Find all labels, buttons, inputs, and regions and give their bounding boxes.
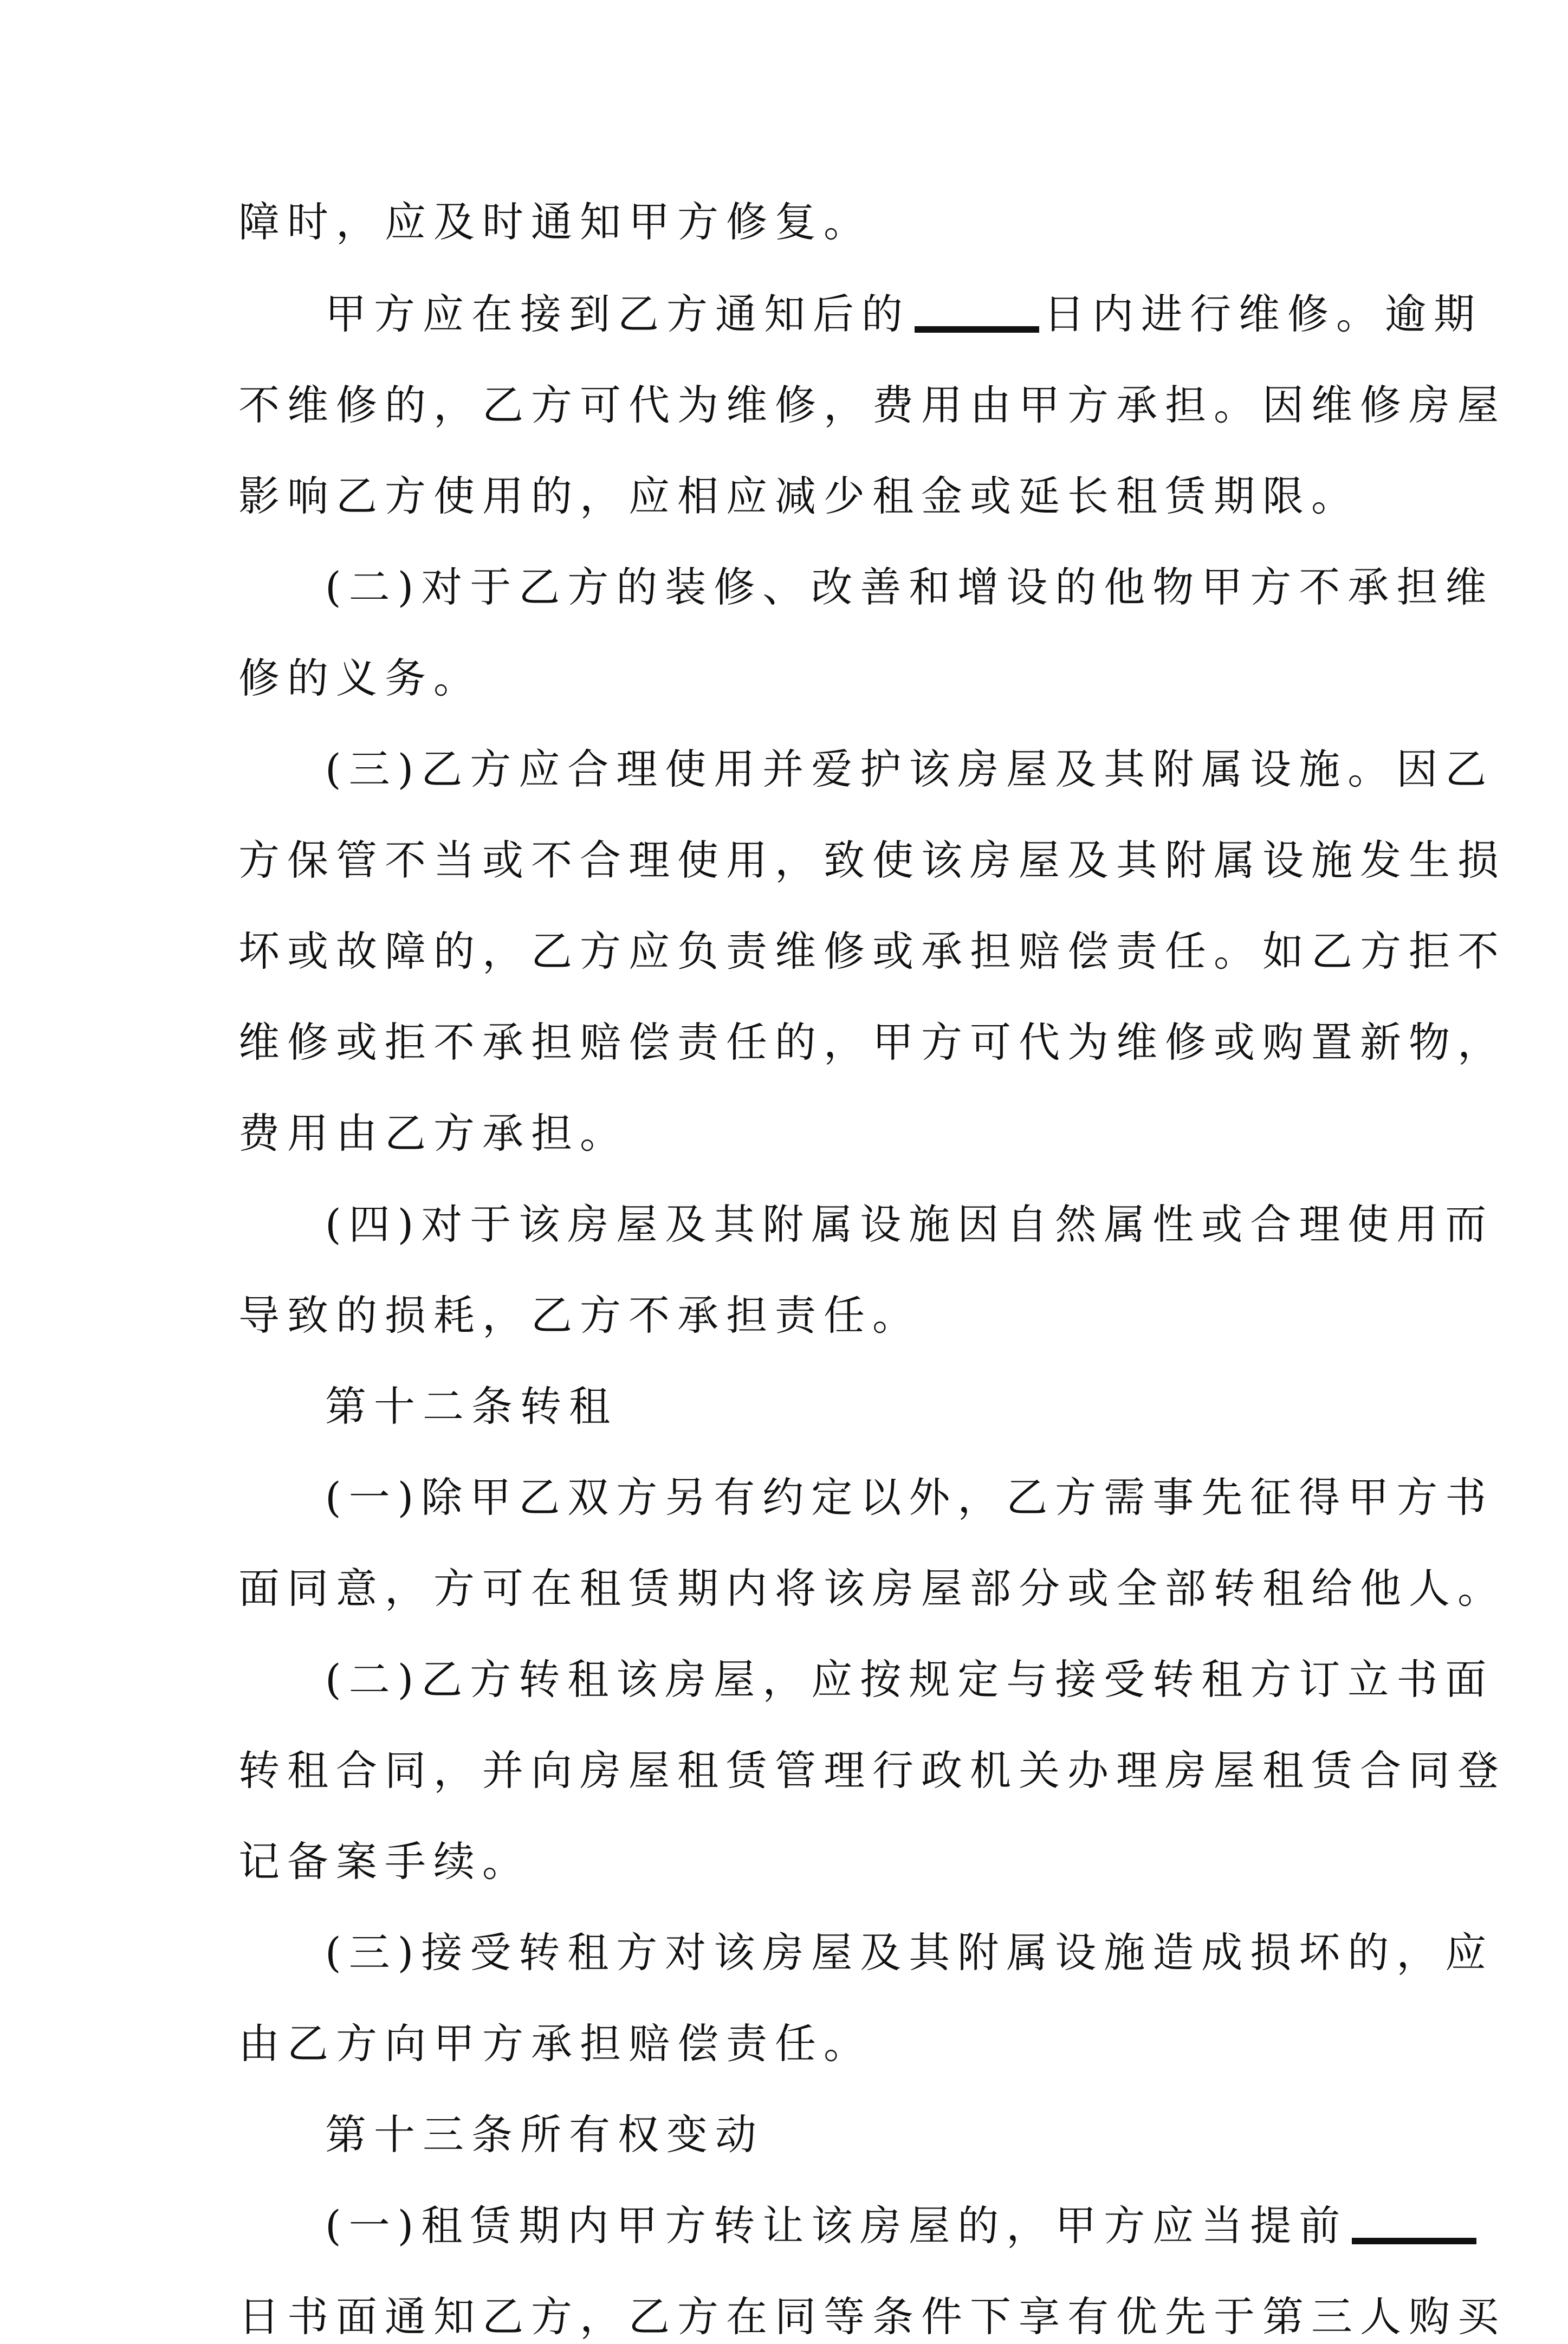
fill-in-blank [1352, 2238, 1476, 2244]
section-heading: 第十二条转租 [325, 1382, 618, 1430]
text-line: 面同意，方可在租赁期内将该房屋部分或全部转租给他人。 [238, 1564, 1506, 1613]
text-segment: 甲方应在接到乙方通知后的 [325, 290, 910, 338]
text-line: 费用由乙方承担。 [238, 1109, 629, 1157]
text-line: 维修或拒不承担赔偿责任的，甲方可代为维修或购置新物， [238, 1018, 1506, 1066]
text-line: (二)对于乙方的装修、改善和增设的他物甲方不承担维 [325, 563, 1494, 611]
text-line: 转租合同，并向房屋租赁管理行政机关办理房屋租赁合同登 [238, 1746, 1506, 1795]
fill-in-blank [915, 326, 1039, 333]
text-line: 由乙方向甲方承担赔偿责任。 [238, 2019, 872, 2068]
text-line: 坏或故障的，乙方应负责维修或承担赔偿责任。如乙方拒不 [238, 927, 1506, 975]
text-line: (三)乙方应合理使用并爱护该房屋及其附属设施。因乙 [325, 745, 1494, 793]
text-segment: 日内进行维修。逾期 [1044, 290, 1482, 338]
text-line: 记备案手续。 [238, 1837, 531, 1886]
text-line: 日书面通知乙方，乙方在同等条件下享有优先于第三人购买 [238, 2293, 1506, 2341]
text-line [325, 287, 1482, 341]
text-line: 导致的损耗，乙方不承担责任。 [238, 1291, 921, 1339]
text-line: 不维修的，乙方可代为维修，费用由甲方承担。因维修房屋 [238, 381, 1506, 429]
text-line: 修的义务。 [238, 654, 482, 702]
text-line: (二)乙方转租该房屋，应按规定与接受转租方订立书面 [325, 1655, 1494, 1704]
text-line [325, 2199, 1481, 2253]
text-line: 影响乙方使用的，应相应减少租金或延长租赁期限。 [238, 472, 1360, 520]
text-line: 障时，应及时通知甲方修复。 [238, 198, 872, 246]
text-line: (四)对于该房屋及其附属设施因自然属性或合理使用而 [325, 1200, 1494, 1248]
section-heading: 第十三条所有权变动 [325, 2110, 764, 2159]
text-line: 方保管不当或不合理使用，致使该房屋及其附属设施发生损 [238, 836, 1506, 884]
text-segment: (一)租赁期内甲方转让该房屋的，甲方应当提前 [325, 2201, 1348, 2250]
text-line: (一)除甲乙双方另有约定以外，乙方需事先征得甲方书 [325, 1473, 1494, 1521]
text-line: (三)接受转租方对该房屋及其附属设施造成损坏的，应 [325, 1928, 1494, 1977]
